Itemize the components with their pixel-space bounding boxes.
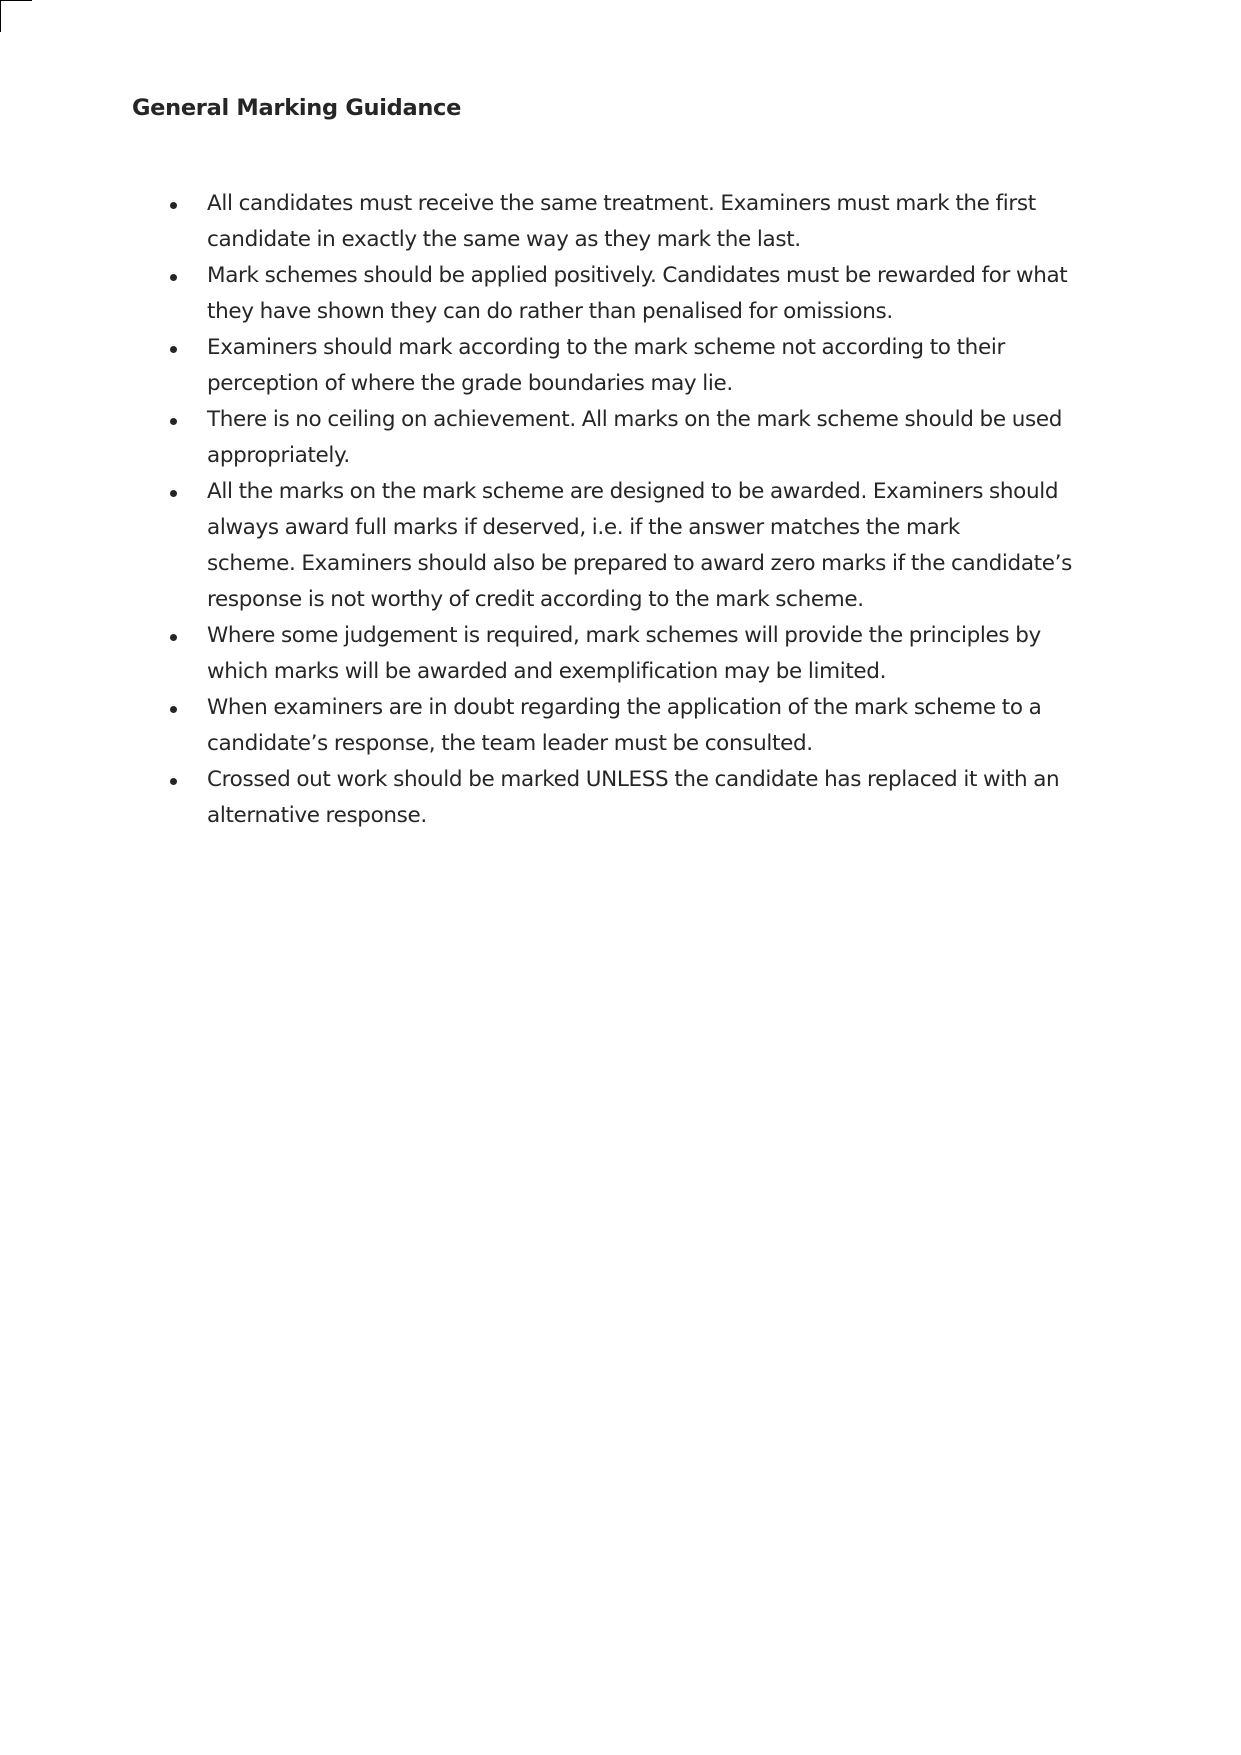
list-item-line: alternative response. [207, 803, 427, 828]
list-item-line: perception of where the grade boundaries may lie. [207, 371, 733, 396]
page-title: General Marking Guidance [132, 95, 462, 121]
list-item-line: Crossed out work should be marked UNLESS the candidate has replaced it with an [207, 767, 1060, 792]
list-item [0, 330, 1127, 402]
bullet-icon [170, 706, 177, 713]
bullet-icon [170, 634, 177, 641]
bullet-icon [170, 346, 177, 353]
bullet-icon [170, 490, 177, 497]
list-item-line: candidate’s response, the team leader must be consulted. [207, 731, 813, 756]
list-item-line: Examiners should mark according to the mark scheme not according to their [207, 335, 1005, 360]
bullet-icon [170, 778, 177, 785]
list-item-line: they have shown they can do rather than penalised for omissions. [207, 299, 893, 324]
list-item-line: always award full marks if deserved, i.e. if the answer matches the mark [207, 515, 961, 540]
list-item [0, 618, 1127, 690]
list-item [0, 474, 1127, 618]
list-item [0, 402, 1127, 474]
guidance-list [0, 186, 1241, 834]
list-item-line: Where some judgement is required, mark schemes will provide the principles by [207, 623, 1041, 648]
list-item-line: When examiners are in doubt regarding the application of the mark scheme to a [207, 695, 1042, 720]
list-item [0, 762, 1127, 834]
bullet-icon [170, 274, 177, 281]
list-item-line: scheme. Examiners should also be prepared to award zero marks if the candidate’s [207, 551, 1072, 576]
list-item [0, 258, 1127, 330]
list-item [0, 690, 1127, 762]
list-item-line: All candidates must receive the same treatment. Examiners must mark the first [207, 191, 1036, 216]
list-item-line: Mark schemes should be applied positively. Candidates must be rewarded for what [207, 263, 1068, 288]
list-item-line: All the marks on the mark scheme are designed to be awarded. Examiners should [207, 479, 1059, 504]
bullet-icon [170, 202, 177, 209]
list-item-line: appropriately. [207, 443, 350, 468]
list-item-line: response is not worthy of credit according to the mark scheme. [207, 587, 864, 612]
list-item [0, 186, 1127, 258]
bullet-icon [170, 418, 177, 425]
crop-mark [0, 0, 32, 32]
list-item-line: candidate in exactly the same way as they mark the last. [207, 227, 801, 252]
list-item-line: There is no ceiling on achievement. All marks on the mark scheme should be used [207, 407, 1063, 432]
list-item-line: which marks will be awarded and exemplification may be limited. [207, 659, 887, 684]
